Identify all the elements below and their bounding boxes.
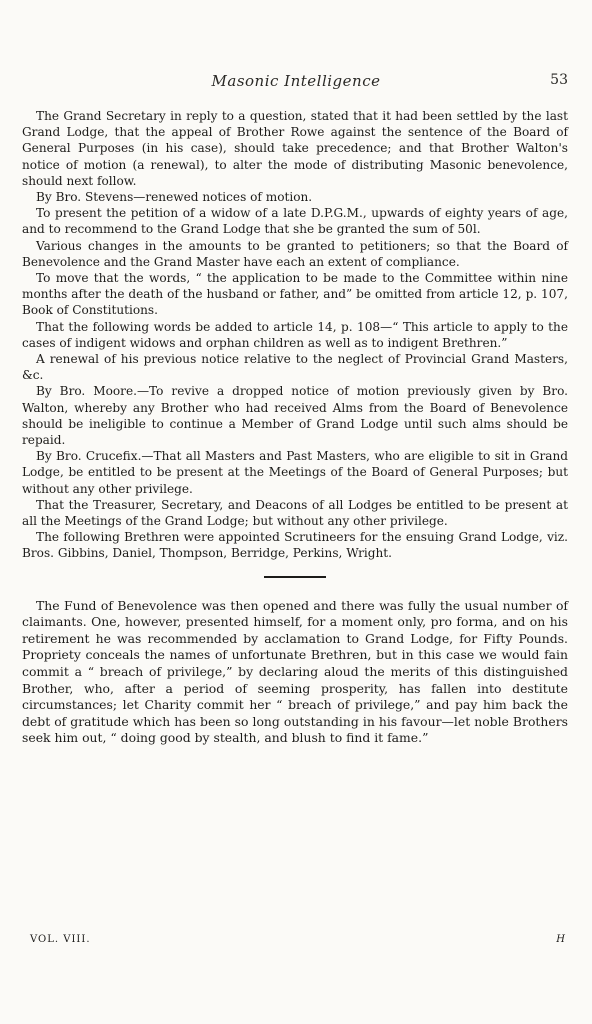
paragraph: The following Brethren were appointed Scrutineers for the ensuing Grand Lodge, viz. Bros. Gibbins, Daniel, Thompson, Berridge, Perkins, Wright. bbox=[22, 530, 568, 561]
paragraph: By Bro. Crucefix.—That all Masters and Past Masters, who are eligible to sit in Grand Lodge, be entitled to be present at the Meetings of the Board of General Purposes; but without any other privilege. bbox=[22, 449, 568, 496]
paragraph: Various changes in the amounts to be granted to petitioners; so that the Board of Benevolence and the Grand Master have each an extent of compliance. bbox=[22, 238, 568, 269]
paragraph: To present the petition of a widow of a late D.P.G.M., upwards of eighty years of age, and to recommend to the Grand Lodge that she be granted the sum of 50l. bbox=[22, 206, 568, 237]
paragraph: That the following words be added to article 14, p. 108—“ This article to apply to the cases of indigent widows and orphan children as well as to indigent Brethren.” bbox=[22, 319, 568, 350]
page-footer bbox=[30, 934, 566, 950]
paragraph: By Bro. Stevens—renewed notices of motion. bbox=[36, 190, 313, 205]
paragraph: That the Treasurer, Secretary, and Deacons of all Lodges be entitled to be present at all the Meetings of the Grand Lodge; but without any other privilege. bbox=[22, 497, 568, 529]
paragraph: To move that the words, “ the application to be made to the Committee within nine months after the death of the husband or father, and” be omitted from article 12, p. 107, Book of Constitutions. bbox=[22, 271, 568, 318]
volume-label: VOL. VIII. bbox=[30, 934, 91, 945]
paragraph: A renewal of his previous notice relative to the neglect of Provincial Grand Masters, &c. bbox=[22, 352, 568, 383]
paragraph: The Fund of Benevolence was then opened and there was fully the usual number of claimants. One, however, presented himself, for a moment only, pro forma, and on his retirement he was recommended by acclamation to Grand Lodge, for Fifty Pounds. Propriety conceals the names of unfortunate Brethren, but in this case we would fain commit a “ breach of privilege,” by declaring aloud the merits of this distinguished Brother, who, after a period of seeming prosperity, has fallen into destitute circumstances; let Charity commit her “ breach of privilege,” and pay him back the debt of gratitude which has been so long outstanding in his favour—let noble Brothers seek him out, “ doing good by stealth, and blush to find it fame.” bbox=[22, 597, 568, 746]
running-title: Masonic Intelligence bbox=[211, 72, 381, 90]
paragraph: The Grand Secretary in reply to a question, stated that it had been settled by the last Grand Lodge, that the appeal of Brother Rowe against the sentence of the Board of General Purposes (in his case), should take precedence; and that Brother Walton's notice of motion (a renewal), to alter the mode of distributing Masonic benevolence, should next follow. bbox=[22, 109, 568, 188]
signature-mark: H bbox=[556, 934, 566, 945]
benevolence-section bbox=[22, 598, 568, 747]
section-divider bbox=[264, 576, 326, 578]
running-head bbox=[20, 72, 572, 92]
paragraph: By Bro. Moore.—To revive a dropped notice of motion previously given by Bro. Walton, whereby any Brother who had received Alms from the Board of Benevolence should be ineligible to continue a Member of Grand Lodge until such alms should be repaid. bbox=[22, 384, 568, 448]
page-number: 53 bbox=[550, 72, 568, 88]
body-text bbox=[22, 108, 568, 747]
